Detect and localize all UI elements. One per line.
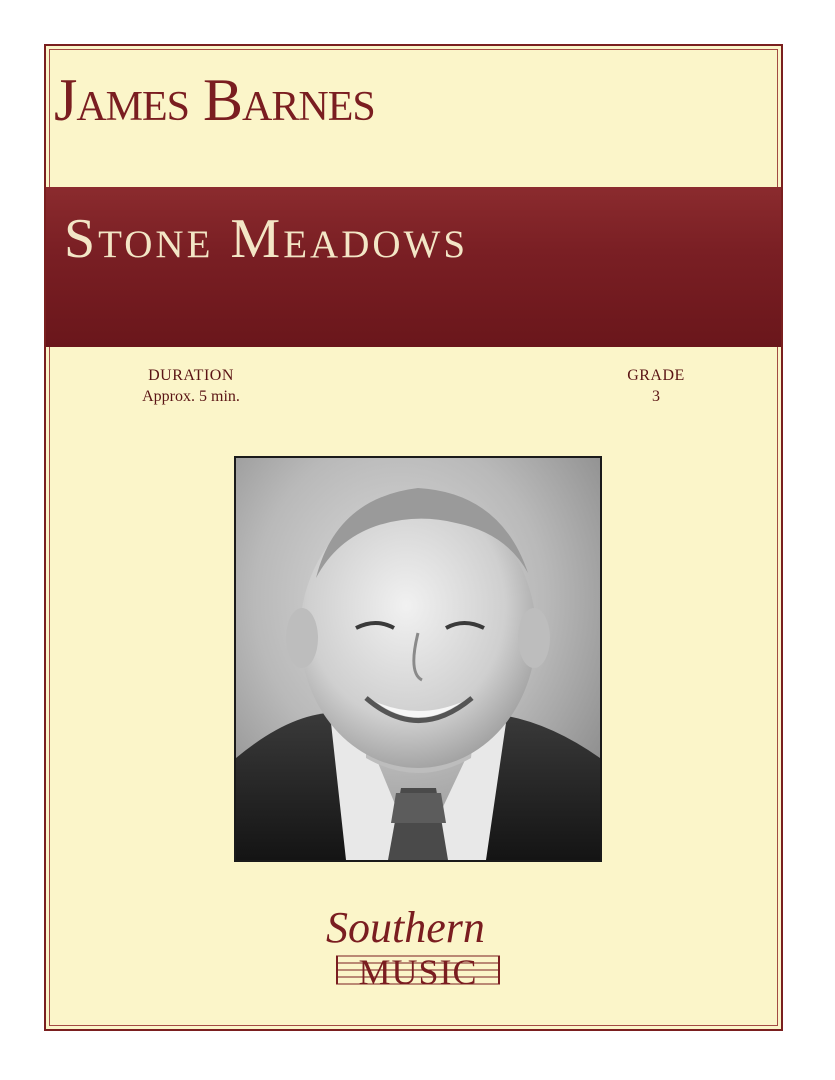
piece-title: Stone Meadows bbox=[64, 208, 469, 270]
duration-block bbox=[106, 366, 276, 408]
duration-value: Approx. 5 min. bbox=[142, 388, 240, 405]
sheet-music-cover bbox=[44, 44, 783, 1031]
grade-value: 3 bbox=[652, 388, 660, 405]
grade-block bbox=[571, 366, 741, 408]
publisher-name-block: MUSIC bbox=[358, 952, 478, 992]
duration-label: DURATION bbox=[148, 367, 234, 384]
composer-name: James Barnes bbox=[54, 67, 375, 133]
publisher-name-script: Southern bbox=[326, 903, 485, 952]
publisher-staff-box bbox=[336, 952, 500, 990]
title-band bbox=[46, 187, 781, 347]
portrait-illustration bbox=[236, 458, 600, 860]
publisher-logo bbox=[316, 903, 516, 996]
grade-label: GRADE bbox=[627, 367, 685, 384]
composer-portrait bbox=[234, 456, 602, 862]
